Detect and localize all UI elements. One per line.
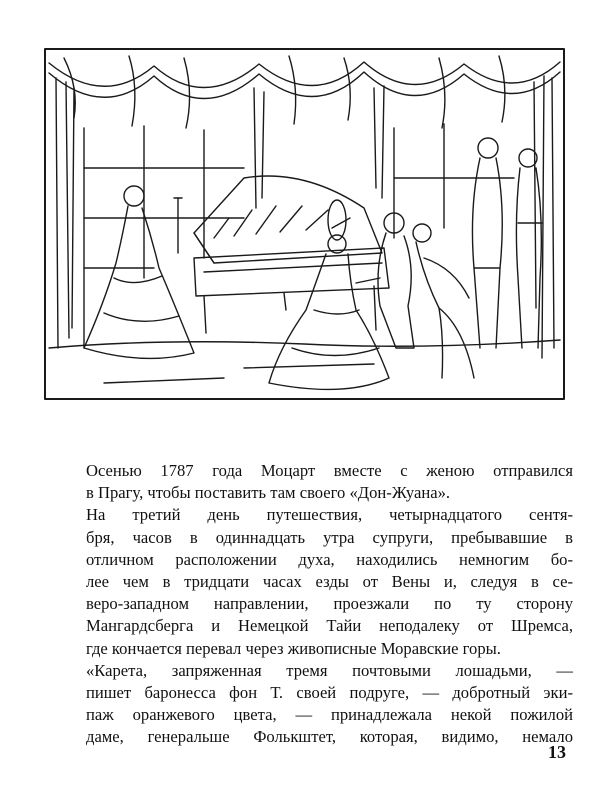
text-line: веро-западном направлении, проезжали по ту сторону: [86, 594, 573, 614]
text-line: Осенью 1787 года Моцарт вместе с женою отправился: [86, 461, 573, 480]
text-line: бря, часов в одиннадцать утра супруги, пребывавшие в: [86, 527, 573, 547]
text-line: пишет баронесса фон Т. своей подруге, — добротный эки-: [86, 683, 573, 703]
text-line: Мангардсберга и Немецкой Тайи неподалеку от Шремса,: [86, 616, 573, 636]
illustration-drawing: [44, 48, 565, 400]
text-line: «Карета, запряженная тремя почтовыми лошадьми, —: [86, 660, 573, 680]
text-line: где кончается перевал через живописные Моравские горы.: [86, 638, 501, 658]
text-line: отличном расположении духа, находились немногим бо-: [86, 549, 573, 569]
text-line: паж оранжевого цвета, — принадлежала некой пожилой: [86, 705, 573, 725]
body-text: [50, 460, 573, 749]
paragraph: [50, 504, 573, 659]
text-line: лее чем в тридцати часах езды от Вены и, следуя в се-: [86, 572, 573, 592]
text-line: в Прагу, чтобы поставить там своего «Дон-Жуана».: [86, 483, 451, 503]
text-line: даме, генеральше Фолькштет, которая, видимо, немало: [86, 727, 573, 747]
page-number: 13: [548, 742, 566, 762]
salon-piano-illustration: [44, 48, 565, 400]
paragraph: [50, 460, 573, 504]
text-line: На третий день путешествия, четырнадцатого сентя-: [86, 505, 573, 525]
paragraph: [50, 660, 573, 749]
